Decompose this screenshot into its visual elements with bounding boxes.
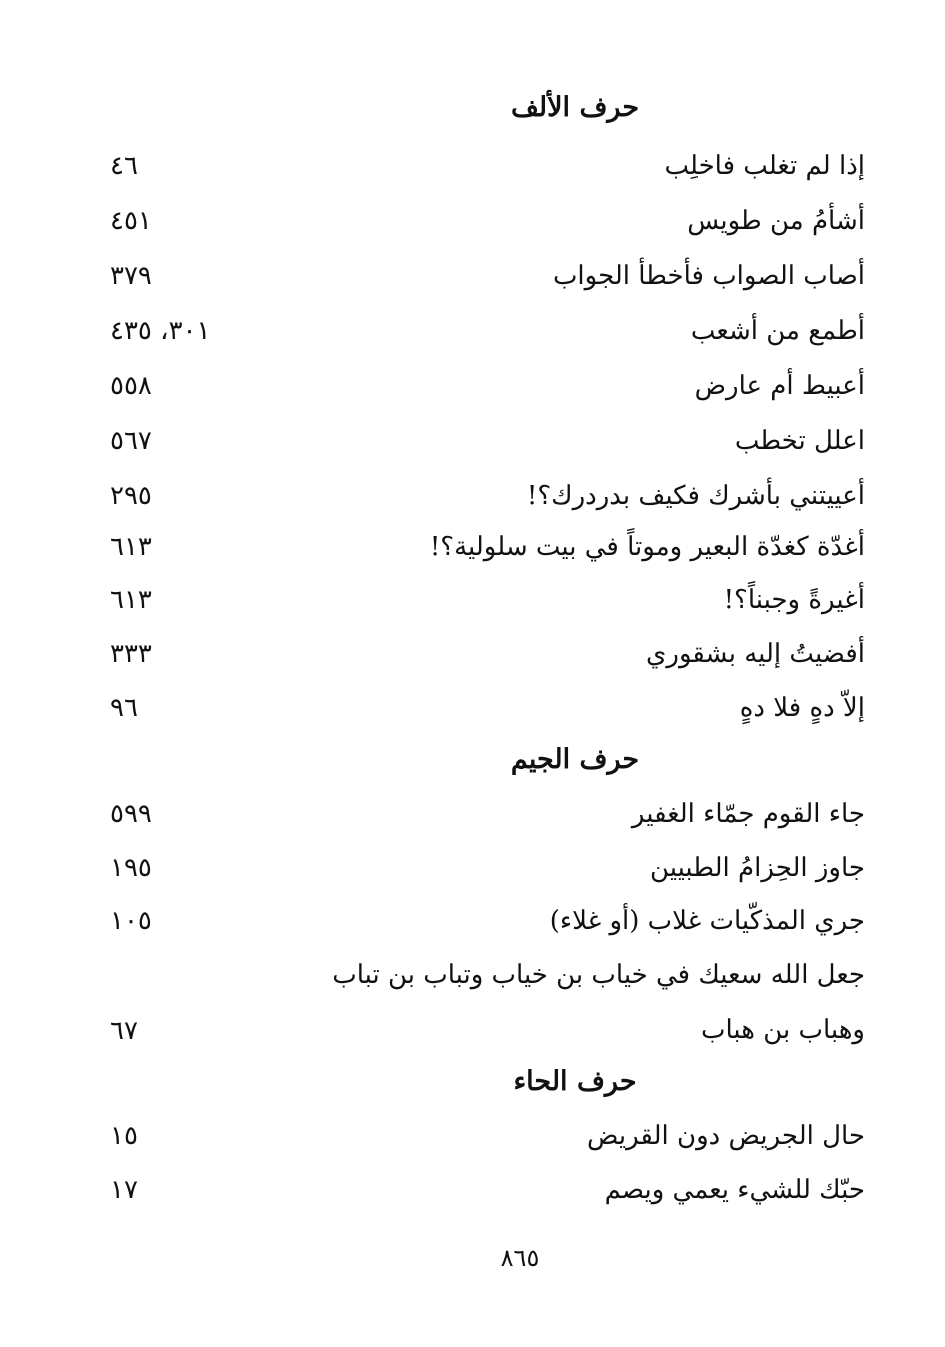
proverb-entry: أعييتني بأشرك فكيف بدردرك؟! xyxy=(526,481,865,511)
page-reference: ٣٧٩ xyxy=(110,261,152,291)
proverb-entry: جعل الله سعيك في خياب بن خياب وتباب بن تباب وهباب بن هباب xyxy=(332,960,865,1045)
page-reference: ٦١٣ xyxy=(110,585,152,615)
page-reference: ١٥ xyxy=(110,1121,138,1151)
proverb-entry: أعبيط أم عارض xyxy=(694,371,865,401)
proverb-entry: حبّك للشيء يعمي ويصم xyxy=(604,1175,865,1205)
page-reference: ٥٥٨ xyxy=(110,371,152,401)
page-reference: ٦١٣ xyxy=(110,532,152,562)
proverb-entry: إذا لم تغلب فاخلِب xyxy=(664,151,865,181)
page-reference: ٢٩٥ xyxy=(110,481,152,511)
section-heading-jim: حرف الجيم xyxy=(510,744,640,775)
page-reference: ١٧ xyxy=(110,1175,138,1205)
section-heading-alif: حرف الألف xyxy=(510,92,640,123)
page-reference: ٤٥١ xyxy=(110,206,152,236)
proverb-entry: اعلل تخطب xyxy=(734,426,865,456)
page-number: ٨٦٥ xyxy=(500,1244,540,1272)
page-reference: ٤٦ xyxy=(110,151,138,181)
proverb-entry: أشأمُ من طويس xyxy=(687,206,865,236)
proverb-entry: جاوز الحِزامُ الطبيين xyxy=(649,853,865,883)
proverb-entry: أغيرةً وجبناً؟! xyxy=(723,585,865,615)
proverb-entry: حال الجريض دون القريض xyxy=(586,1121,865,1151)
page-reference: ٣٠١، ٤٣٥ xyxy=(110,316,211,346)
page-reference: ٥٩٩ xyxy=(110,799,152,829)
proverb-entry: إلاّ دهٍ فلا دهٍ xyxy=(739,693,865,723)
page-reference: ٣٣٣ xyxy=(110,639,152,669)
page-reference: ١٠٥ xyxy=(110,906,152,936)
proverb-entry: جاء القوم جمّاء الغفير xyxy=(631,799,865,829)
proverb-entry: أغدّة كغدّة البعير وموتاً في بيت سلولية؟! xyxy=(429,532,865,562)
proverb-entry: أصاب الصواب فأخطأ الجواب xyxy=(552,261,865,291)
section-heading-ha: حرف الحاء xyxy=(513,1066,637,1097)
proverb-entry: جري المذكّيات غلاب (أو غلاء) xyxy=(549,906,865,936)
proverb-entry: أفضيتُ إليه بشقوري xyxy=(646,639,865,669)
page-reference: ٥٦٧ xyxy=(110,426,152,456)
page-reference: ١٩٥ xyxy=(110,853,152,883)
proverb-entry: أطمع من أشعب xyxy=(690,316,865,346)
page-reference: ٦٧ xyxy=(110,1016,138,1046)
page-reference: ٩٦ xyxy=(110,693,138,723)
